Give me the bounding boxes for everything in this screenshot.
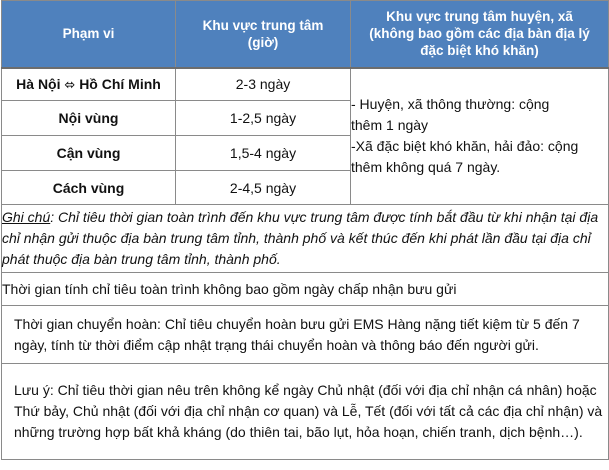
excluding-acceptance-note: Thời gian tính chỉ tiêu toàn trình không bao gồm ngày chấp nhận bưu gửi — [2, 273, 609, 306]
note-row — [2, 273, 609, 306]
region-hanoi-hcm: Hà Nội ⬄ Hồ Chí Minh — [2, 68, 176, 101]
note-row — [2, 306, 609, 364]
center-time-cell: 1,5-4 ngày — [176, 136, 351, 171]
header-district-sub1: (không bao gồm các địa bàn địa lý — [369, 26, 590, 42]
center-time-cell: 2-3 ngày — [176, 68, 351, 101]
center-time-cell: 2-4,5 ngày — [176, 171, 351, 205]
district-time-cell — [351, 68, 609, 205]
header-district-sub2: đặc biệt khó khăn) — [420, 43, 539, 59]
region-cell: Nội vùng — [2, 101, 176, 136]
note-row — [2, 364, 609, 460]
ghichu-note — [2, 205, 609, 273]
ghichu-text: : Chỉ tiêu thời gian toàn trình đến khu vực trung tâm được tính bắt đầu từ khi nhận tại địa chỉ nhận gửi thuộc địa bàn trung tâm tỉnh, thành phố và kết thúc đến khi phát lần đầu tại địa chỉ phát thuộc địa bàn trung tâm tỉnh, thành phố. — [2, 209, 599, 267]
district-line: thêm 1 ngày — [351, 117, 429, 134]
delivery-time-table — [1, 0, 609, 460]
left-right-arrow-icon: ⬄ — [64, 77, 76, 93]
header-scope: Phạm vi — [2, 1, 176, 68]
ghichu-label: Ghi chú — [2, 209, 51, 225]
district-line: -Xã đặc biệt khó khăn, hải đảo: cộng — [351, 138, 579, 155]
header-district-title: Khu vực trung tâm huyện, xã — [386, 9, 573, 25]
header-center-unit: (giờ) — [247, 34, 279, 50]
header-row — [2, 1, 609, 68]
region-cell: Cận vùng — [2, 136, 176, 171]
return-time-note: Thời gian chuyển hoàn: Chỉ tiêu chuyển hoàn bưu gửi EMS Hàng nặng tiết kiệm từ 5 đến 7 ngày, tính từ thời điểm cập nhật trạng thái chuyển hoàn và thông báo đến người gửi. — [2, 306, 609, 364]
caution-note: Lưu ý: Chỉ tiêu thời gian nêu trên không kể ngày Chủ nhật (đối với địa chỉ nhận cá nhân) hoặc Thứ bảy, Chủ nhật (đối với địa chỉ nhận cơ quan) và Lễ, Tết (đối với tất cả các địa chỉ nhận) và những trường hợp bất khả kháng (do thiên tai, bão lụt, hỏa hoạn, chiến tranh, dịch bệnh…). — [2, 364, 609, 460]
header-district-area — [351, 1, 609, 68]
district-line: - Huyện, xã thông thường: cộng — [351, 96, 550, 113]
table-row — [2, 68, 609, 101]
center-time-cell: 1-2,5 ngày — [176, 101, 351, 136]
region-cell: Cách vùng — [2, 171, 176, 205]
header-center-title: Khu vực trung tâm — [202, 17, 324, 33]
header-center-area — [176, 1, 351, 68]
district-line: thêm không quá 7 ngày. — [351, 159, 501, 176]
note-row — [2, 205, 609, 273]
